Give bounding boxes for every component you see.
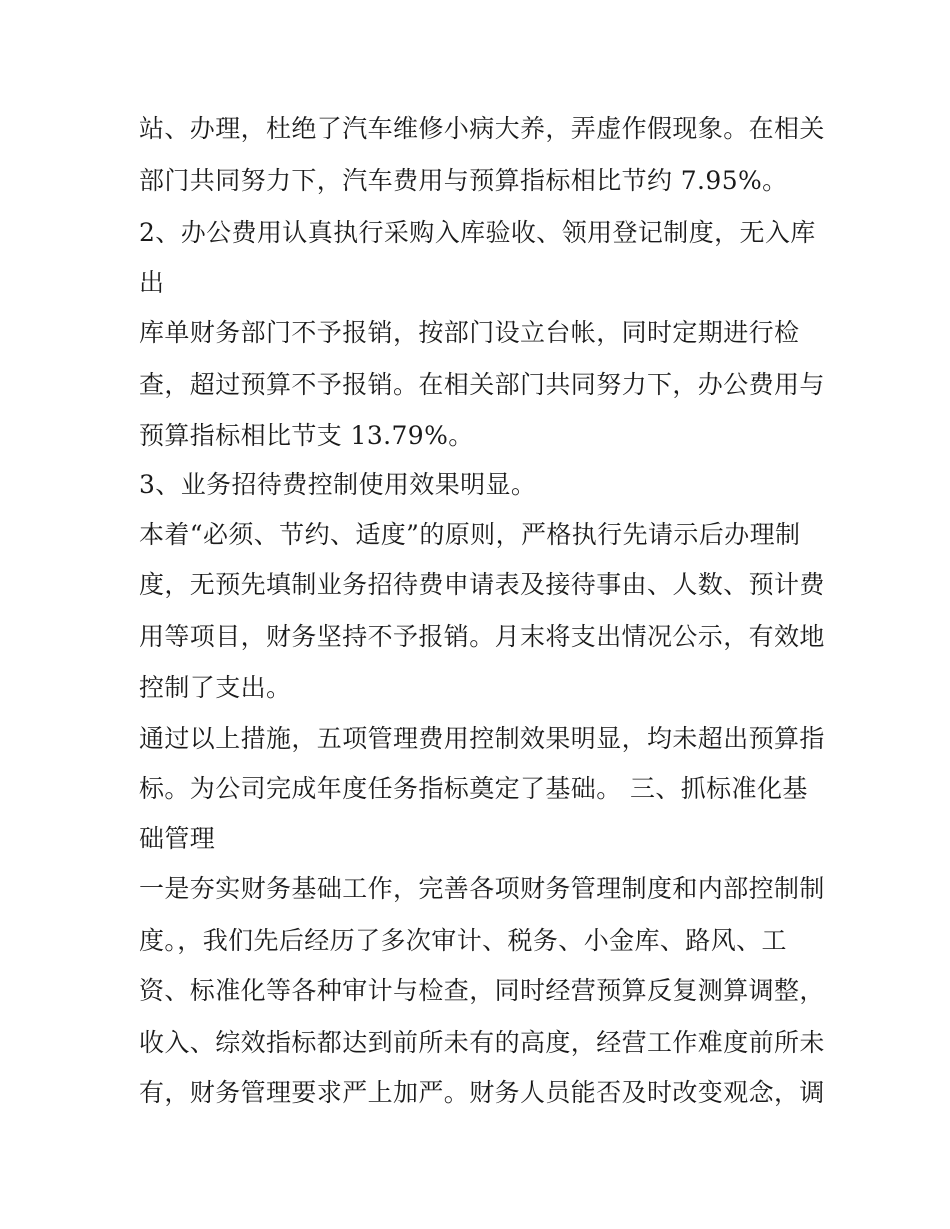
text-line: 2、办公费用认真执行采购入库验收、领用登记制度，无入库 <box>139 218 816 247</box>
text-line: 资、标准化等各种审计与检查，同时经营预算反复测算调整， <box>139 976 825 1005</box>
text-line: 收入、综效指标都达到前所未有的高度，经营工作难度前所未 <box>139 1028 825 1057</box>
text-line: 通过以上措施，五项管理费用控制效果明显，均未超出预算指 <box>139 724 825 753</box>
text-line: 础管理 <box>139 824 216 853</box>
text-line: 标。为公司完成年度任务指标奠定了基础。 三、抓标准化基 <box>139 774 808 803</box>
text-line: 站、办理，杜绝了汽车维修小病大养，弄虚作假现象。在相关 <box>139 114 825 143</box>
text-line: 度，无预先填制业务招待费申请表及接待事由、人数、预计费 <box>139 570 825 599</box>
text-line: 3、业务招待费控制使用效果明显。 <box>139 470 537 499</box>
text-line: 本着“必须、节约、适度”的原则，严格执行先请示后办理制 <box>139 520 801 549</box>
text-line: 用等项目，财务坚持不予报销。月末将支出情况公示，有效地 <box>139 622 825 651</box>
text-line: 度。，我们先后经历了多次审计、税务、小金库、路风、工 <box>139 926 787 955</box>
text-line: 部门共同努力下，汽车费用与预算指标相比节约 7.95%。 <box>139 166 788 195</box>
text-line: 预算指标相比节支 13.79%。 <box>139 421 474 450</box>
text-line: 出 <box>139 268 165 297</box>
text-line: 有，财务管理要求严上加严。财务人员能否及时改变观念，调 <box>139 1078 825 1107</box>
text-line: 查，超过预算不予报销。在相关部门共同努力下，办公费用与 <box>139 370 825 399</box>
text-line: 库单财务部门不予报销，按部门设立台帐，同时定期进行检 <box>139 318 800 347</box>
text-line: 控制了支出。 <box>139 673 292 702</box>
text-line: 一是夯实财务基础工作，完善各项财务管理制度和内部控制制 <box>139 874 825 903</box>
